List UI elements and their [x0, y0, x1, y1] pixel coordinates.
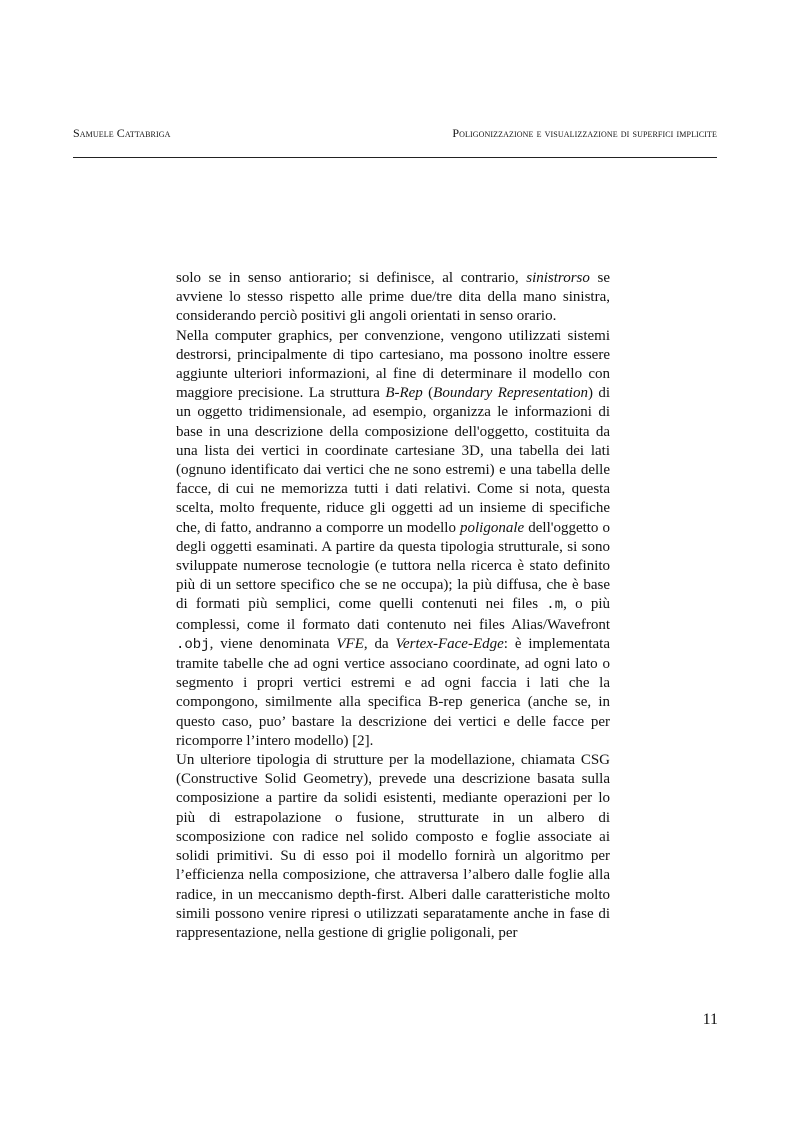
text-run: solo se in senso antiorario; si definisce, al contrario,	[176, 270, 527, 286]
text-run: , viene denominata	[209, 635, 337, 652]
text-run: ) di un oggetto tridimensionale, ad esempio, organizza le informazioni di base in una descrizione della composizione dell'oggetto, costituita da una lista dei vertici in coordinate cartesiane 3D, una tabella dei lati (ognuno identificato dai vertici che ne sono estremi) e una tabella delle facce, di cui ne memorizza tutti i dati relativi. Come si nota, questa scelta, molto frequente, riduce gli oggetti ad un insieme di specifiche che, di fatto, andranno a comporre un modello	[176, 385, 610, 536]
emphasis-poligonale: poligonale	[460, 519, 525, 536]
text-run: , o più complessi, come il formato dati contenuto nei files Alias/Wavefront	[176, 596, 610, 633]
text-run: , da	[363, 635, 396, 652]
header-author: Samuele Cattabriga	[73, 126, 171, 140]
code-m-extension: .m	[546, 597, 564, 614]
emphasis-vertex-face-edge: Vertex-Face-Edge	[395, 635, 504, 652]
emphasis-sinistrorso: sinistrorso	[526, 270, 590, 286]
header-title: Poligonizzazione e visualizzazione di superfici implicite	[452, 126, 717, 140]
text-run: Nella computer graphics, per convenzione, vengono utilizzati sistemi destrorsi, principalmente di tipo cartesiano, ma possono inoltre essere aggiunte ulteriori informazioni, al fine di determinare il modello con maggiore precisione. La struttura	[176, 327, 610, 402]
paragraph-1	[176, 269, 610, 327]
paragraph-2	[176, 327, 610, 751]
paragraph-3: Un ulteriore tipologia di strutture per la modellazione, chiamata CSG (Constructive Solid Geometry), prevede una descrizione basata sulla composizione a partire da solidi esistenti, mediante operazioni per lo più di estrapolazione o fusione, strutturate in un albero di scomposizione con radice nel solido composto e foglie associate ai solidi primitivi. Su di esso poi il modello fornirà un algoritmo per l’efficienza nella composizione, che attraversa l’albero dalle foglie alla radice, in un meccanismo depth-first. Alberi dalle caratteristiche molto simili possono venire ripresi o utilizzati separatamente anche in fase di rappresentazione, nella gestione di griglie poligonali, per	[176, 752, 610, 941]
text-run: (	[422, 385, 434, 402]
page-number: 11	[702, 1011, 718, 1028]
emphasis-b-rep: B-Rep	[385, 385, 423, 402]
running-head	[73, 126, 717, 146]
text-run: se avviene lo stesso rispetto alle prime due/tre dita della mano sinistra, considerando perciò positivi gli angoli orientati in senso orario.	[176, 270, 610, 325]
text-run: : è implementata tramite tabelle che ad ogni vertice associano coordinate, ad ogni lato o segmento i propri vertici estremi e ad ogni faccia i lati che la compongono, similmente alla specifica B-rep generica (anche se, in questo caso, puo’ bastare la descrizione dei vertici e delle facce per ricomporre l’intero modello) [2].	[176, 635, 610, 749]
code-obj-extension: .obj	[176, 636, 210, 653]
body-text	[176, 269, 610, 943]
emphasis-boundary-representation: Boundary Representation	[433, 385, 588, 402]
emphasis-vfe: VFE	[336, 635, 364, 652]
header-rule	[73, 157, 717, 158]
text-run: dell'oggetto o degli oggetti esaminati. A partire da questa tipologia strutturale, si sono sviluppate numerose tecnologie (e tuttora nella ricerca è stato definito più di un settore specifico che se ne occupa); la più diffusa, che è base di formati più semplici, come quelli contenuti nei files	[176, 519, 610, 613]
